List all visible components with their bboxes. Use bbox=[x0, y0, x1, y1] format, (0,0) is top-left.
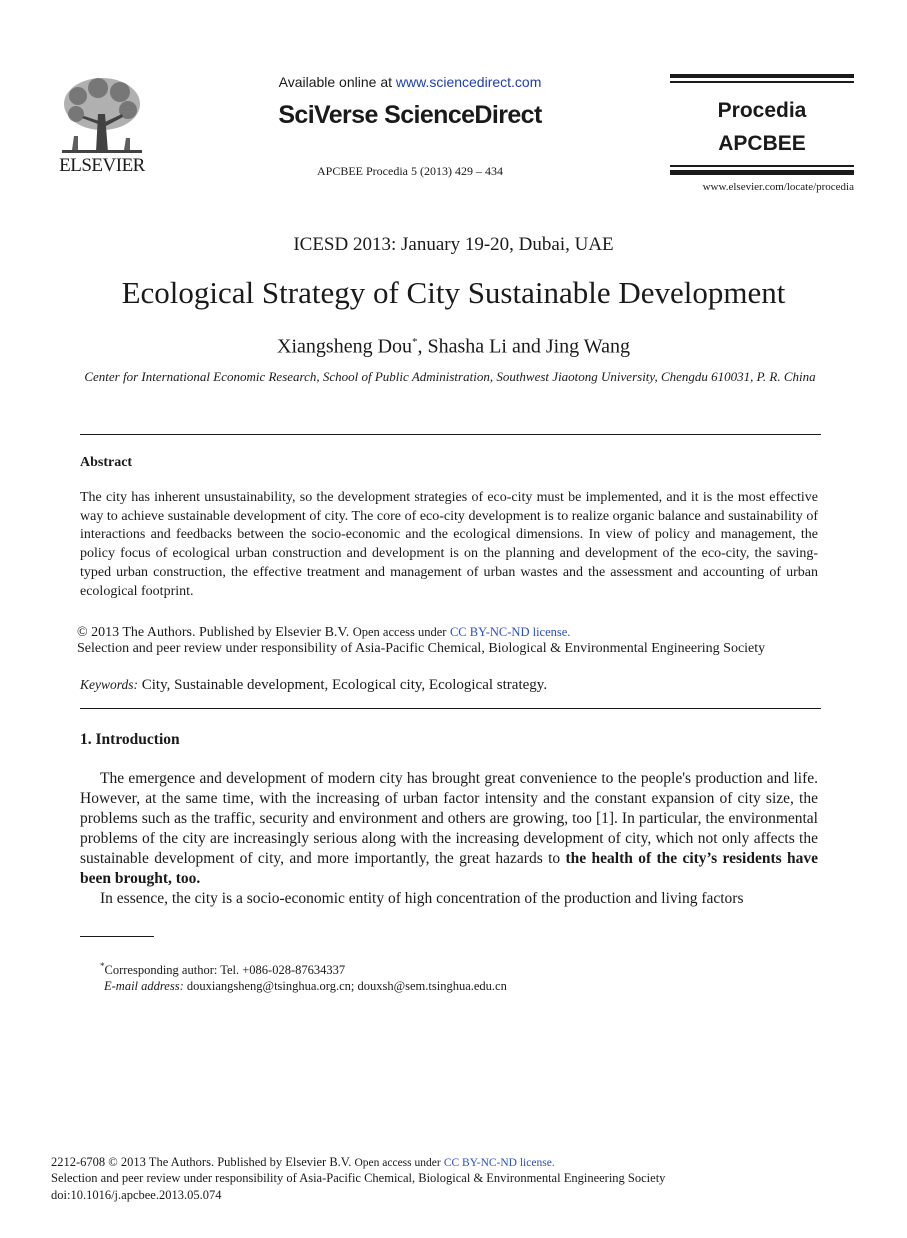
journal-url[interactable]: www.elsevier.com/locate/procedia bbox=[702, 181, 854, 193]
corresponding-mark: * bbox=[412, 336, 418, 348]
footnote-mark: * bbox=[100, 961, 105, 971]
author-1: Xiangsheng Dou bbox=[277, 335, 413, 358]
keywords-label: Keywords: bbox=[80, 677, 138, 692]
journal-reference: APCBEE Procedia 5 (2013) 429 – 434 bbox=[317, 164, 503, 178]
footer-open-access-label: Open access under bbox=[354, 1157, 441, 1169]
intro-paragraph-1 bbox=[80, 769, 818, 889]
email-addresses: douxiangsheng@tsinghua.org.cn; douxsh@sem.tsinghua.edu.cn bbox=[186, 979, 507, 993]
keywords-line bbox=[80, 675, 820, 695]
keywords-text: City, Sustainable development, Ecological city, Ecological strategy bbox=[141, 677, 544, 693]
journal-name-line2: APCBEE bbox=[718, 132, 806, 155]
introduction-body bbox=[80, 769, 818, 909]
sciencedirect-link[interactable]: www.sciencedirect.com bbox=[395, 74, 542, 90]
intro-paragraph-1-bold: the health of the city’s residents have been brought, too. bbox=[80, 850, 819, 887]
divider-top bbox=[80, 434, 821, 435]
elsevier-tree-logo bbox=[58, 74, 146, 156]
footer-peer-review: Selection and peer review under responsibility of Asia-Pacific Chemical, Biological & Environmental Engineering Society bbox=[51, 1171, 666, 1185]
conference-line: ICESD 2013: January 19-20, Dubai, UAE bbox=[293, 234, 614, 255]
footnote-email bbox=[104, 978, 507, 995]
availability-line bbox=[230, 73, 590, 91]
footer-doi[interactable]: doi:10.1016/j.apcbee.2013.05.074 bbox=[51, 1188, 222, 1202]
journal-logo-box bbox=[670, 74, 854, 176]
divider-bottom bbox=[80, 708, 821, 709]
affiliation: Center for International Economic Research, School of Public Administration, Southwest Jiaotong University, Chengdu 610031, P. R. China bbox=[84, 369, 816, 384]
other-authors: , Shasha Li and Jing Wang bbox=[417, 335, 630, 358]
author-list bbox=[0, 328, 907, 361]
intro-paragraph-1-text: The emergence and development of modern city has brought great convenience to the people's production and life. However, at the same time, with the increasing of urban factor intensity and the constant expansion of city size, the problems such as the traffic, security and environment and others are growing, too [1]. In particular, the environmental problems of the city are increasingly serious along with the increasing development of city, which not only affects the sustainable development of city, and more importantly, the great hazards to bbox=[80, 770, 818, 867]
journal-logo-bar-top bbox=[670, 74, 854, 78]
section-heading-introduction: 1. Introduction bbox=[80, 731, 180, 748]
paper-title: Ecological Strategy of City Sustainable Development bbox=[121, 275, 786, 310]
platform-name: SciVerse ScienceDirect bbox=[278, 101, 542, 129]
journal-logo-bar-bottom-thin bbox=[670, 165, 854, 167]
email-label: E-mail address: bbox=[104, 979, 184, 993]
open-access-label: Open access under bbox=[352, 625, 447, 639]
footer-issn-line bbox=[51, 1154, 871, 1171]
journal-logo-bar-bottom bbox=[670, 170, 854, 175]
journal-logo-bar-top-thin bbox=[670, 81, 854, 83]
keywords-end: . bbox=[543, 677, 548, 693]
footer-issn-text: 2212-6708 © 2013 The Authors. Published by Elsevier B.V. bbox=[51, 1155, 352, 1169]
footer-license-link[interactable]: CC BY-NC-ND license. bbox=[443, 1157, 555, 1169]
availability-prefix: Available online at bbox=[278, 74, 396, 90]
journal-name-line1: Procedia bbox=[717, 99, 807, 122]
intro-paragraph-2: In essence, the city is a socio-economic entity of high concentration of the production and living factors bbox=[100, 890, 744, 907]
copyright-line bbox=[77, 624, 837, 641]
publisher-name: ELSEVIER bbox=[59, 155, 145, 176]
license-link[interactable]: CC BY-NC-ND license. bbox=[449, 625, 571, 639]
journal-logo-title bbox=[670, 94, 854, 160]
footnote-corresponding bbox=[100, 958, 345, 979]
abstract-heading: Abstract bbox=[80, 455, 133, 470]
footnote-corresponding-text: Corresponding author: Tel. +086-028-87634337 bbox=[104, 963, 346, 978]
copyright-text: © 2013 The Authors. Published by Elsevier B.V. bbox=[77, 625, 350, 640]
footnote-rule bbox=[80, 936, 154, 937]
abstract-text: The city has inherent unsustainability, so the development strategies of eco-city must be implemented, and it is the most effective way to achieve sustainable development of city. The core of eco-city development is to realize organic balance and sustainability of interactions and feedbacks between the socio-economic and the ecological dimensions. In view of policy and management, the policy focus of ecological urban construction and development is on the planning and development of the eco-city, the saving-typed urban construction, the effective treatment and management of urban wastes and the assessment and accounting of urban ecological footprint. bbox=[80, 490, 818, 599]
peer-review-line: Selection and peer review under responsibility of Asia-Pacific Chemical, Biological & Environmental Engineering Society bbox=[77, 641, 766, 656]
